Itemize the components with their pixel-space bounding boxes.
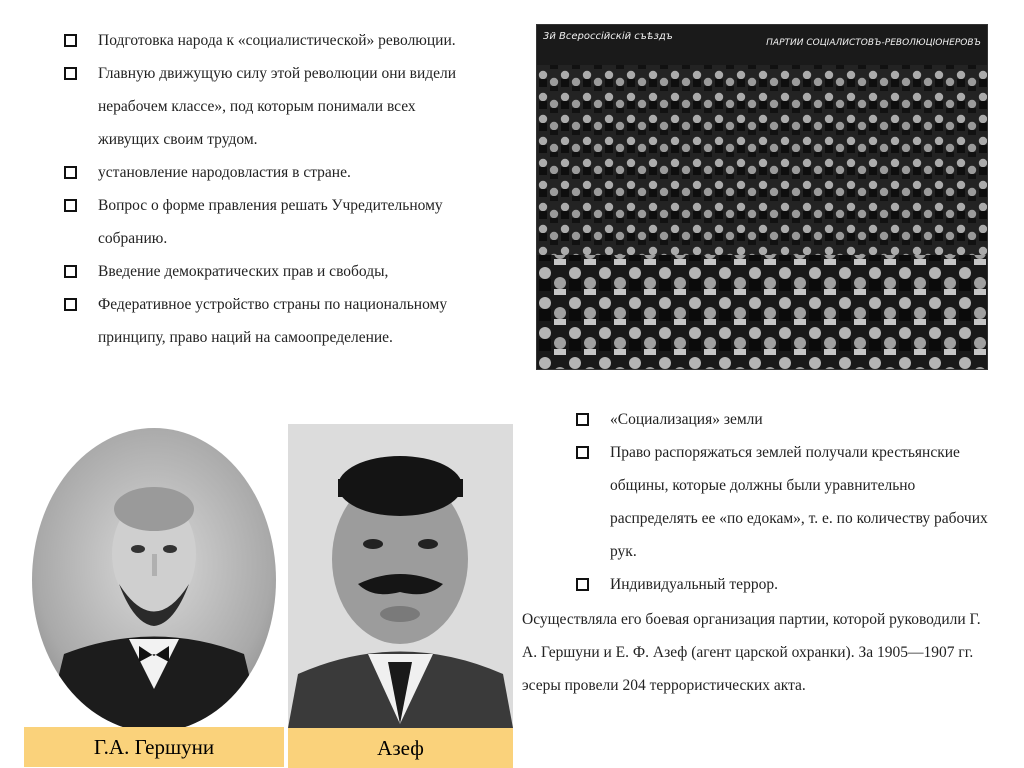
checkbox-bullet-icon <box>576 578 589 591</box>
program-point: Индивидуальный террор. <box>574 568 1004 601</box>
checkbox-bullet-icon <box>64 67 77 80</box>
checkbox-bullet-icon <box>64 298 77 311</box>
program-point: Подготовка народа к «социалистической» революции. <box>62 24 462 57</box>
program-point: Федеративное устройство страны по национальному принципу, право наций на самоопределение. <box>62 288 462 354</box>
checkbox-bullet-icon <box>576 413 589 426</box>
program-points-list <box>62 24 462 354</box>
checkbox-bullet-icon <box>64 199 77 212</box>
program-points-list-right <box>574 403 1004 601</box>
congress-photo <box>536 24 988 370</box>
gershuni-portrait <box>24 424 284 736</box>
program-point: Вопрос о форме правления решать Учредительному собранию. <box>62 189 462 255</box>
azef-portrait <box>288 424 513 728</box>
gershuni-caption: Г.А. Гершуни <box>24 727 284 767</box>
banner-text-left: 3й Всероссiйскiй съѣздъ <box>543 31 673 42</box>
checkbox-bullet-icon <box>576 446 589 459</box>
program-point: Право распоряжаться землей получали крестьянские общины, которые должны были уравнительно распределять ее «по едокам», т. е. по количеству рабочих рук. <box>574 436 1004 568</box>
program-point: Главную движущую силу этой революции они видели нерабочем классе», под которым понимали всех живущих своим трудом. <box>62 57 462 156</box>
program-point: «Социализация» земли <box>574 403 1004 436</box>
banner-text-right: ПАРТИИ СОЦIАЛИСТОВЪ-РЕВОЛЮЦIОНЕРОВЪ <box>766 38 981 48</box>
terror-paragraph: Осуществляла его боевая организация партии, которой руководили Г. А. Гершуни и Е. Ф. Азеф (агент царской охранки). За 1905—1907 гг. эсеры провели 204 террористических акта. <box>522 611 981 694</box>
program-point: установление народовластия в стране. <box>62 156 462 189</box>
program-point: Введение демократических прав и свободы, <box>62 255 462 288</box>
checkbox-bullet-icon <box>64 265 77 278</box>
checkbox-bullet-icon <box>64 34 77 47</box>
azef-caption: Азеф <box>288 728 513 768</box>
checkbox-bullet-icon <box>64 166 77 179</box>
